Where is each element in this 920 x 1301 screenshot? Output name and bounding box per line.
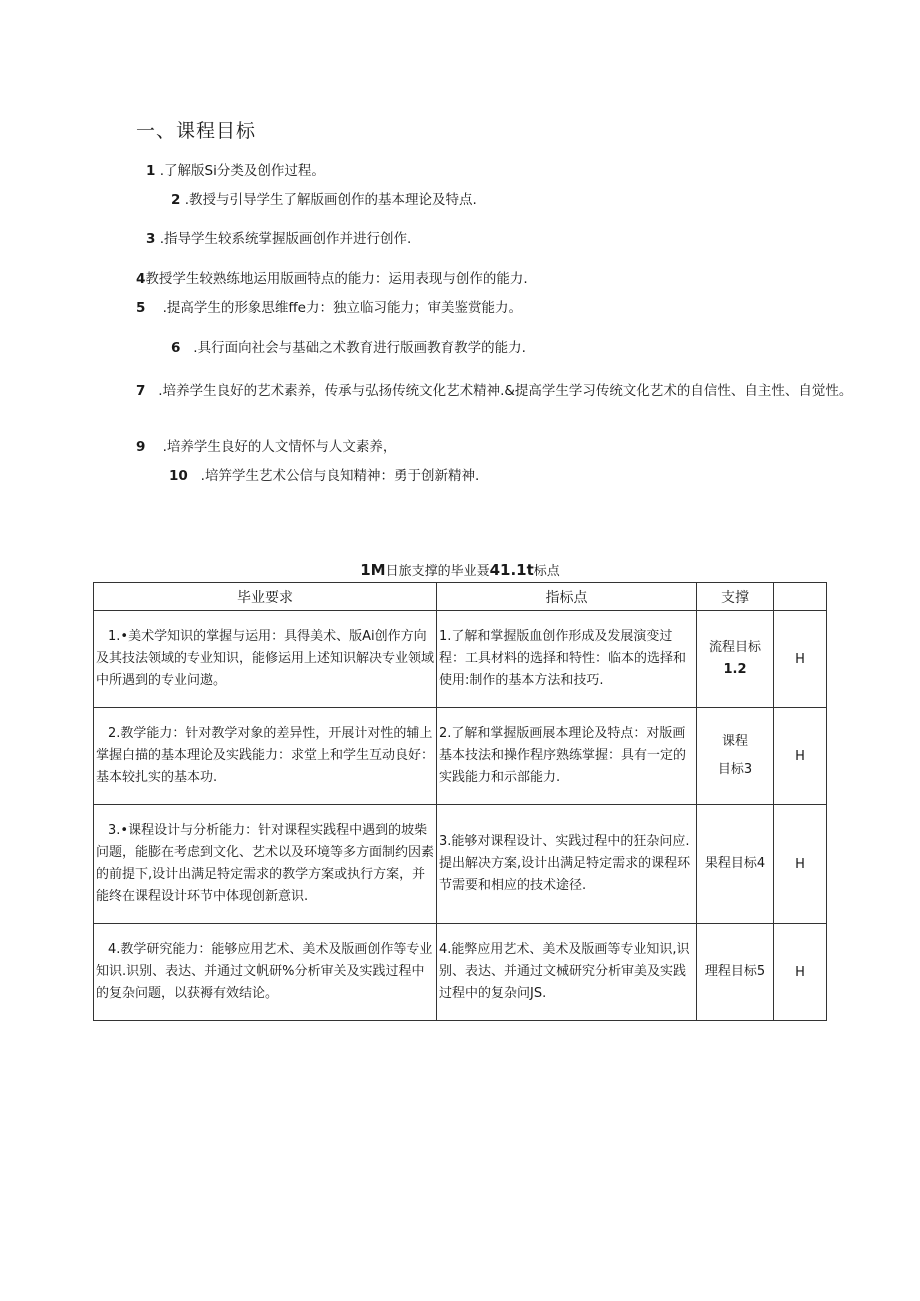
header-level bbox=[774, 583, 827, 611]
requirement-cell: 1.•美术学知识的掌握与运用：具得美术、版Ai创作方向及其技法领域的专业知识，能修运用上述知识解决专业领域中所遇到的专业问遨。 bbox=[94, 611, 437, 708]
goal-number: 9 bbox=[136, 439, 146, 455]
support-cell bbox=[697, 708, 774, 805]
goal-item-7 bbox=[136, 376, 856, 406]
caption-mid: 日旅支撑的毕业聂 bbox=[385, 564, 490, 579]
indicator-cell: 1.了解和掌握版血创作形成及发展演变过程：工具材料的选择和特性：临本的选择和使用:制作的基本方法和技巧. bbox=[437, 611, 697, 708]
level-cell: H bbox=[774, 611, 827, 708]
goal-number: 3 bbox=[146, 231, 156, 247]
level-cell: H bbox=[774, 708, 827, 805]
requirement-cell: 2.教学能力：针对教学对象的差异性，开展计对性的辅上掌握白描的基本理论及实践能力：求堂上和学生互动良好：基本较扎实的基本功. bbox=[94, 708, 437, 805]
support-table bbox=[93, 582, 827, 1021]
indicator-cell: 3.能够对课程设计、实践过程中的狂杂问应.提出解决方案,设计出满足特定需求的课程环节需要和相应的技术途径. bbox=[437, 805, 697, 924]
goal-number: 6 bbox=[171, 340, 181, 356]
header-requirement: 毕业要求 bbox=[94, 583, 437, 611]
requirement-cell: 3.•课程设计与分析能力：针对课程实践程中遇到的坡柴问题，能膨在考虑到文化、艺术以及环境等多方面制约因素的前提下,设计出满足特定需求的教学方案或执行方案，并能终在课程设计环节中体现创新意识. bbox=[94, 805, 437, 924]
goal-text: 教授学生较熟练地运用版画特点的能力：运用表现与创作的能力. bbox=[145, 271, 528, 287]
goal-item-10 bbox=[169, 465, 479, 487]
support-line-1: 理程目标5 bbox=[704, 964, 766, 979]
table-row bbox=[94, 924, 827, 1021]
goal-number: 2 bbox=[171, 192, 181, 208]
goal-text: .提高学生的形象思维ffe力：独立临习能力；审美鉴赏能力。 bbox=[162, 300, 522, 316]
goal-text: .了解版Si分类及创作过程。 bbox=[159, 163, 325, 179]
level-cell: H bbox=[774, 805, 827, 924]
goal-item-3 bbox=[146, 228, 411, 250]
goal-item-6 bbox=[171, 337, 526, 359]
support-line-2: 1.2 bbox=[723, 662, 747, 677]
caption-end: 标点 bbox=[533, 564, 560, 579]
table-caption bbox=[0, 560, 920, 579]
support-line-1: 果程目标4 bbox=[704, 856, 766, 871]
goal-item-1 bbox=[146, 160, 325, 182]
support-line-1: 流程目标 bbox=[708, 640, 761, 655]
goal-text: .培养学生良好的艺术素养，传承与弘扬传统文化艺术精神.&提高学生学习传统文化艺术的自信性、自主性、自觉性。 bbox=[158, 383, 853, 399]
section-title: 一、课程目标 bbox=[136, 120, 257, 142]
support-cell bbox=[697, 924, 774, 1021]
table-header-row bbox=[94, 583, 827, 611]
goal-number: 5 bbox=[136, 300, 146, 316]
goal-text: .教授与引导学生了解版画创作的基本理论及特点. bbox=[184, 192, 477, 208]
table-row bbox=[94, 611, 827, 708]
goal-number: 4 bbox=[136, 271, 146, 287]
support-line-1: 课程 bbox=[721, 734, 748, 749]
goal-text: .指导学生较系统掌握版画创作并进行创作. bbox=[159, 231, 412, 247]
goal-number: 1 bbox=[146, 163, 156, 179]
support-cell bbox=[697, 805, 774, 924]
goal-number: 7 bbox=[136, 383, 146, 399]
level-cell: H bbox=[774, 924, 827, 1021]
goal-item-2 bbox=[171, 189, 477, 211]
goal-text: .具行面向社会与基础之术教育进行版画教育教学的能力. bbox=[193, 340, 526, 356]
goal-item-5 bbox=[136, 297, 522, 319]
indicator-cell: 2.了解和掌握版画展本理论及特点：对版画基本技法和操作程序熟练掌握：具有一定的实践能力和示部能力. bbox=[437, 708, 697, 805]
requirement-cell: 4.教学研究能力：能够应用艺术、美术及版画创作等专业知识.识别、表达、并通过文帆研%分析审关及实践过程中的复杂问题，以获褥有效结论。 bbox=[94, 924, 437, 1021]
table-row bbox=[94, 805, 827, 924]
caption-bold-1: 1M bbox=[360, 561, 386, 579]
support-cell bbox=[697, 611, 774, 708]
support-line-2: 目标3 bbox=[717, 762, 753, 777]
goal-text: .培笄学生艺术公信与良知精神：勇于创新精神. bbox=[200, 468, 480, 484]
table-row bbox=[94, 708, 827, 805]
goal-number: 10 bbox=[169, 468, 188, 484]
indicator-cell: 4.能弊应用艺术、美术及版画等专业知识,识别、表达、并通过文械研究分析审美及实践过程中的复杂问JS. bbox=[437, 924, 697, 1021]
caption-bold-2: 41.1t bbox=[489, 561, 534, 579]
header-support: 支撑 bbox=[697, 583, 774, 611]
goal-text: .培养学生良好的人文情怀与人文素养， bbox=[162, 439, 397, 455]
goal-item-9 bbox=[136, 436, 396, 458]
header-indicator: 指标点 bbox=[437, 583, 697, 611]
goal-item-4 bbox=[136, 268, 528, 290]
